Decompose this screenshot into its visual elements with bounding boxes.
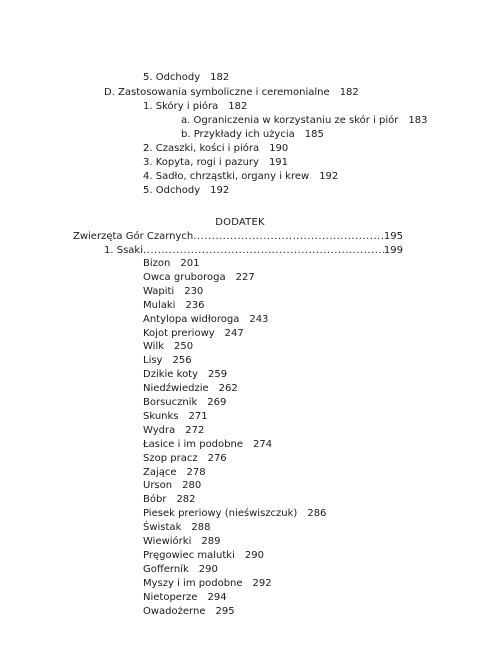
toc-entry: a. Ograniczenia w korzystaniu ze skór i piór 183	[181, 115, 428, 126]
entry-label: Kojot preriowy	[143, 327, 215, 339]
page-number: 289	[201, 536, 221, 547]
entry-label: Piesek preriowy (nieświszczuk)	[143, 508, 298, 520]
entry-label: Wiewiórki	[143, 536, 192, 547]
page-number: 276	[207, 452, 227, 464]
dot-leader	[193, 230, 384, 243]
page-number: 290	[198, 563, 218, 575]
entry-label: Wydra	[143, 424, 176, 436]
toc-entry-animal	[143, 424, 204, 437]
dot-leader	[143, 244, 384, 257]
page-number: 272	[185, 424, 205, 436]
entry-label: Owca gruboroga	[143, 271, 226, 283]
page-number: 236	[185, 299, 205, 311]
page-number: 182	[228, 101, 248, 112]
entry-label: Borsucznik	[143, 397, 198, 408]
toc-entry-animal	[143, 327, 244, 340]
page-number: 286	[307, 508, 327, 520]
toc-entry-animal	[143, 521, 210, 534]
entry-label: Wapiti	[143, 285, 175, 297]
toc-entry-animal	[143, 271, 255, 284]
toc-entry-animal	[143, 493, 196, 506]
page-number: 227	[235, 271, 255, 283]
page-number: 259	[208, 369, 228, 381]
toc-entry-animal	[143, 507, 326, 520]
entry-label: Gofferník	[143, 563, 189, 575]
entry-label: Nietoperze	[143, 591, 198, 603]
page-number: 269	[207, 397, 227, 408]
entry-label: Pręgowiec malutki	[143, 549, 235, 561]
appendix-heading: DODATEK	[215, 217, 265, 228]
entry-label: Dzikie koty	[143, 369, 199, 381]
toc-entry-animal	[143, 299, 205, 312]
page-number: 295	[215, 605, 235, 617]
toc-entry-animal	[143, 354, 192, 367]
toc-entry-animal	[143, 466, 206, 479]
page-number: 288	[191, 522, 211, 534]
entry-label: Mulaki	[143, 299, 176, 311]
page-number: 280	[182, 480, 202, 492]
toc-entry: 1. Skóry i pióra 182	[143, 101, 248, 112]
entry-label: Lisy	[143, 355, 163, 367]
toc-entry-animal	[143, 591, 227, 604]
entry-label: Niedźwiedzie	[143, 383, 209, 395]
toc-entry: b. Przykłady ich użycia 185	[181, 129, 324, 140]
toc-entry-animal	[143, 479, 201, 492]
page-number: 191	[268, 157, 289, 168]
toc-entry: 3. Kopyta, rogi i pazury 191	[143, 157, 289, 168]
toc-entry: 2. Czaszki, kości i pióra 190	[143, 143, 289, 154]
toc-entry-animal	[143, 452, 227, 465]
toc-entry: 5. Odchody 192	[143, 185, 230, 196]
page-number: 192	[319, 171, 339, 182]
entry-label: Owadożerne	[143, 605, 206, 617]
page-number: 271	[188, 410, 208, 422]
toc-entry-animal	[143, 438, 272, 451]
toc-entry-animal	[143, 382, 238, 395]
toc-entry-animal	[143, 396, 226, 409]
toc-entry-animal	[143, 285, 203, 298]
entry-label: Myszy i im podobne	[143, 577, 243, 589]
entry-label: Urson	[143, 480, 173, 492]
page-number: 195	[383, 231, 403, 242]
toc-entry-animal	[143, 368, 227, 381]
page-number: 282	[176, 494, 196, 506]
page-number: 262	[218, 383, 238, 395]
toc-entry: 4. Sadło, chrząstki, organy i krew 192	[143, 171, 339, 182]
toc-entry-main: Zwierzęta Gór Czarnych ..... 195	[73, 230, 403, 243]
page-number: 182	[210, 72, 230, 83]
page-number: 185	[304, 129, 324, 140]
entry-label: Bizon	[143, 258, 171, 269]
page-number: 250	[174, 341, 194, 353]
page-number: 294	[207, 591, 227, 603]
page-number: 292	[252, 577, 272, 589]
page-number: 290	[244, 549, 264, 561]
toc-entry-animal	[143, 535, 220, 548]
entry-label: Szop pracz	[143, 452, 198, 464]
entry-label: Świstak	[143, 522, 182, 534]
toc-entry: D. Zastosowania symboliczne i ceremonialne 182	[104, 87, 359, 98]
toc-entry-animal	[143, 563, 218, 576]
page-number: 256	[172, 355, 192, 367]
toc-entry-animal	[143, 549, 264, 562]
toc-entry-animal	[143, 410, 208, 423]
page-number: 192	[210, 185, 230, 196]
page-number: 183	[408, 115, 428, 126]
entry-label: Antylopa widłoroga	[143, 313, 240, 325]
page-number: 190	[269, 143, 289, 154]
page-number: 182	[339, 87, 359, 98]
page-number: 278	[186, 466, 206, 478]
entry-label: Łasice i im podobne	[143, 438, 243, 450]
toc-entry-sub: 1. Ssaki ..... 199	[104, 244, 403, 257]
entry-label: Zające	[143, 466, 177, 478]
toc-entry-animal	[143, 313, 268, 326]
toc-entry-animal	[143, 257, 199, 270]
toc-entry-animal	[143, 340, 193, 353]
entry-label: Wilk	[143, 341, 165, 353]
page-number: 199	[383, 245, 403, 256]
page-number: 247	[224, 327, 244, 339]
toc-entry: 5. Odchody 182	[143, 72, 230, 83]
page-number: 274	[253, 438, 273, 450]
page-number: 201	[180, 258, 200, 269]
toc-entry-animal	[143, 605, 235, 618]
page-number: 243	[249, 313, 269, 325]
toc-entry-animal	[143, 577, 272, 590]
entry-label: Bóbr	[143, 494, 167, 506]
entry-label: Skunks	[143, 410, 179, 422]
page-number: 230	[184, 285, 204, 297]
